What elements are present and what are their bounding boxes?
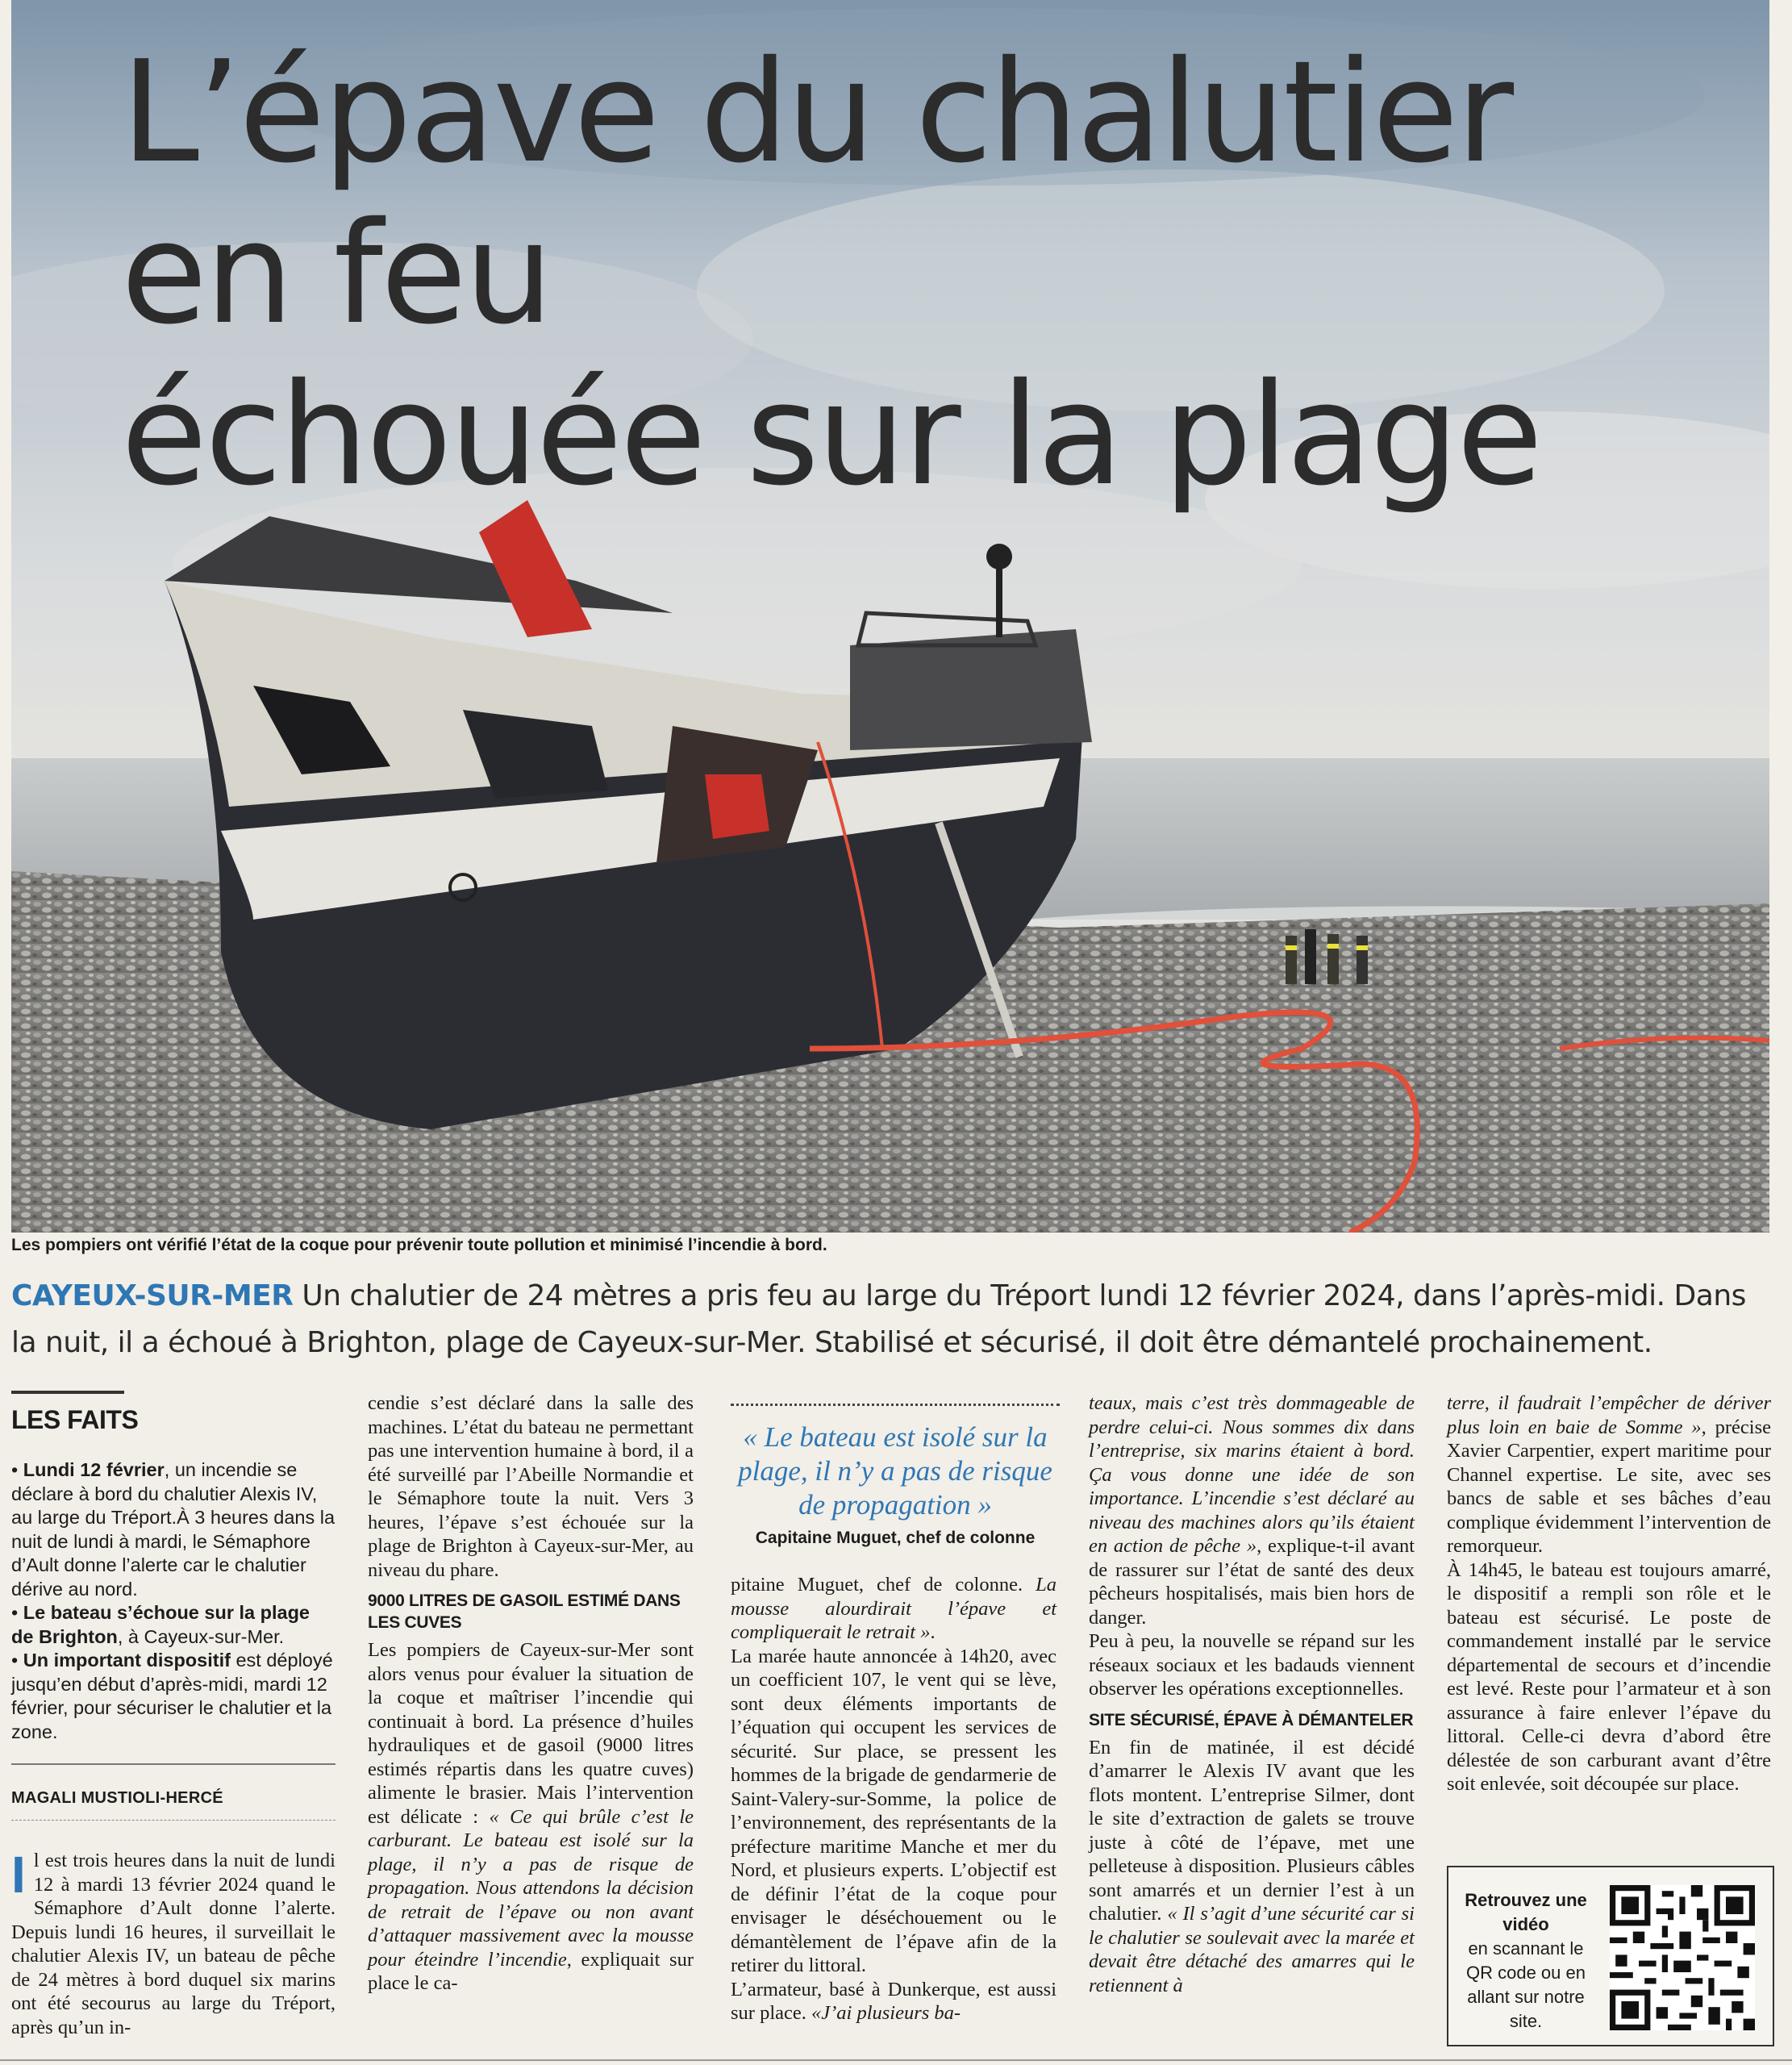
- col5-paragraph-1: [1447, 1391, 1771, 1558]
- col3-p1b: .: [930, 1621, 936, 1643]
- faits-item-3: • Un important dispositif est déployé jusqu’en début d’après-midi, mardi 12 février, pour sécuriser le chalutier et la zone.: [11, 1650, 333, 1742]
- qr-video-box[interactable]: [1447, 1866, 1774, 2046]
- faits-rule: [11, 1391, 124, 1394]
- pull-quote: [731, 1404, 1060, 1548]
- headline: [121, 32, 1718, 516]
- pull-quote-rule: [731, 1404, 1060, 1406]
- faits-item-2: • Le bateau s’échoue sur la plage de Brighton, à Cayeux-sur-Mer.: [11, 1602, 310, 1647]
- byline: MAGALI MUSTIOLI-HERCÉ: [11, 1789, 223, 1807]
- pull-quote-author: Capitaine Muguet, chef de colonne: [755, 1529, 1036, 1547]
- qr-text: [1457, 1888, 1595, 2034]
- col2-p2-end: , expliquait sur place le ca-: [368, 1948, 694, 1994]
- col3-paragraph-1: [731, 1573, 1056, 1645]
- faits-item-1: • Lundi 12 février, un incendie se déclare à bord du chalutier Alexis IV, au large du Tréport.À 3 heures dans la nuit de lundi à mardi, le Sémaphore d’Ault donne l’alerte car le chalutier dérive au nord.: [11, 1459, 335, 1600]
- article-column-3: [731, 1573, 1056, 2025]
- page-bottom-rule: [0, 2059, 1792, 2061]
- headline-line-1: L’épave du chalutier en feu: [121, 31, 1512, 356]
- col3-p1a: pitaine Muguet, chef de colonne.: [731, 1574, 1036, 1596]
- article-column-5: [1447, 1391, 1771, 1796]
- col4-paragraph-3: [1089, 1736, 1415, 1998]
- col5-p1b: , précise Xavier Carpentier, expert maritime pour Channel expertise. Le site, avec ses bancs de sable et ses bâches d’eau complique évidemment l’intervention de remorqueur.: [1447, 1416, 1771, 1557]
- faits-item-1-text: , un incendie se déclare à bord du chalutier Alexis IV, au large du Tréport.À 3 heures dans la nuit de lundi à mardi, le Sémaphore d’Ault donne l’alerte car le chalutier dérive au nord.: [11, 1459, 335, 1600]
- lead-text: Un chalutier de 24 mètres a pris feu au large du Tréport lundi 12 février 2024, dans l’après-midi. Dans la nuit, il a échoué à Brighton, plage de Cayeux-sur-Mer. Stabilisé et sécurisé, il doit être démantelé prochainement.: [11, 1279, 1746, 1359]
- lead-paragraph: [11, 1273, 1769, 1366]
- article-column-2: [368, 1391, 694, 1996]
- lead-place: CAYEUX-SUR-MER: [11, 1279, 294, 1312]
- col4-p1-italic: teaux, mais c’est très dommageable de perdre celui-ci. Nous sommes dix dans l’entreprise, six marins étaient à bord. Ça vous donne une idée de son importance. L’incendie s’est déclaré au niveau des machines alors qu’ils étaient en action de pêche »: [1089, 1392, 1415, 1557]
- faits-item-2-text: , à Cayeux-sur-Mer.: [117, 1625, 285, 1647]
- col4-p3-italic: « Il s’agit d’une sécurité car si le chalutier se soulevait avec la marée et devait être détaché des amarres qui le retiennent à: [1089, 1903, 1415, 1996]
- qr-bold: Retrouvez une vidéo: [1465, 1890, 1587, 1934]
- col4-paragraph-1: [1089, 1391, 1415, 1629]
- faits-item-2-bold: Le bateau s’échoue sur la plage de Brighton: [11, 1602, 310, 1647]
- pull-quote-text: « Le bateau est isolé sur la plage, il n’y a pas de risque de propagation »: [738, 1421, 1052, 1521]
- col2-paragraph-2: [368, 1638, 694, 1996]
- col1-paragraph: [11, 1846, 335, 2039]
- col2-p2-quote: « Ce qui brûle c’est le carburant. Le bateau est isolé sur la plage, il n’y a pas de risque de propagation. Nous attendons la décision de retrait de l’épave ou non avant d’attaquer massivement avec la mousse pour éteindre l’incendie: [368, 1805, 694, 1971]
- col4-paragraph-2: Peu à peu, la nouvelle se répand sur les réseaux sociaux et les badauds viennent observer les opérations exceptionnelles.: [1089, 1630, 1415, 1700]
- col1-text: l est trois heures dans la nuit de lundi 12 à mardi 13 février 2024 quand le Sémaphore d’Ault donne l’alerte. Depuis lundi 16 heures, il surveillait le chalutier Alexis IV, un bateau de pêche de 24 mètres à bord duquel six marins ont été secourus au large du Tréport, après qu’un in-: [11, 1850, 335, 2038]
- col2-p2-text: Les pompiers de Cayeux-sur-Mer sont alors venus pour évaluer la situation de la coque et maîtriser l’incendie qui continuait à bord. La présence d’huiles hydrauliques et de gasoil (9000 litres estimés répartis dans les quatre cuves) alimente le brasier. Mais l’intervention est délicate :: [368, 1639, 694, 1828]
- col3-p3a: L’armateur, basé à Dunkerque, est aussi sur place.: [731, 1978, 1056, 2024]
- headline-line-2: échouée sur la plage: [121, 353, 1541, 517]
- col3-p1-italic: La mousse alourdirait l’épave et compliquerait le retrait »: [731, 1574, 1056, 1643]
- dropcap: I: [11, 1846, 26, 1904]
- col3-paragraph-3: [731, 1978, 1056, 2025]
- photo-caption: Les pompiers ont vérifié l’état de la coque pour prévenir toute pollution et minimisé l’incendie à bord.: [11, 1236, 827, 1254]
- col4-p1b: , explique-t-il avant de rassurer sur l’état de santé des deux pêcheurs hospitalisés, mais bien hors de danger.: [1089, 1535, 1415, 1629]
- faits-list: [11, 1458, 335, 1744]
- qr-instructions: en scannant le QR code ou en allant sur notre site.: [1466, 1938, 1586, 2031]
- col2-paragraph-1: cendie s’est déclaré dans la salle des machines. L’état du bateau ne permettant pas une intervention humaine à bord, il a été surveillé par l’Abeille Normandie et le Sémaphore toute la nuit. Vers 3 heures, l’épave s’est échouée sur la plage de Brighton à Cayeux-sur-Mer, au niveau du phare.: [368, 1392, 694, 1581]
- article-column-4: [1089, 1391, 1415, 1997]
- byline-separator: [11, 1820, 335, 1821]
- qr-code-icon[interactable]: [1610, 1885, 1755, 2030]
- subhead-gasoil: 9000 LITRES DE GASOIL ESTIMÉ DANS LES CUVES: [368, 1592, 681, 1632]
- subhead-site: SITE SÉCURISÉ, ÉPAVE À DÉMANTELER: [1089, 1710, 1414, 1729]
- faits-item-3-text: est déployé jusqu’en début d’après-midi, mardi 12 février, pour sécuriser le chalutier et la zone.: [11, 1650, 333, 1742]
- faits-separator: [11, 1763, 335, 1765]
- faits-title: LES FAITS: [11, 1405, 139, 1434]
- faits-item-1-bold: Lundi 12 février: [23, 1459, 165, 1480]
- article-column-1: [11, 1846, 335, 2039]
- col4-p3-text: En fin de matinée, il est décidé d’amarrer le Alexis IV avant que les flots montent. L’entreprise Silmer, dont le site d’extraction de galets se trouve juste à côté de l’épave, met une pelleteuse à disposition. Plusieurs câbles sont amarrés et un dernier l’est à un chalutier.: [1089, 1736, 1415, 1925]
- col3-p3-italic: «J’ai plusieurs ba-: [811, 2002, 961, 2024]
- faits-item-3-bold: Un important dispositif: [23, 1650, 231, 1671]
- col5-p1-italic: terre, il faudrait l’empêcher de dériver plus loin en baie de Somme »: [1447, 1392, 1771, 1438]
- col3-paragraph-2: La marée haute annoncée à 14h20, avec un coefficient 107, le vent qui se lève, sont deux éléments importants de l’équation qui occupent les services de sécurité. Sur place, se pressent les hommes de la brigade de gendarmerie de Saint-Valery-sur-Somme, la police de l’environnement, des représentants de la préfecture maritime Manche et mer du Nord, et plusieurs experts. L’objectif est de définir l’état de la coque pour envisager le déséchouement ou le démantèlement de l’épave afin de la retirer du littoral.: [731, 1645, 1056, 1976]
- col5-paragraph-2: À 14h45, le bateau est toujours amarré, le dispositif a rempli son rôle et le bateau est sécurisé. Le poste de commandement installé par le service départemental de secours et d’incendie est levé. Reste pour l’armateur et à son assurance à faire enlever l’épave du littoral. Celle-ci devra d’abord être délestée de son carburant avant d’être soit enlevée, soit découpée sur place.: [1447, 1558, 1771, 1795]
